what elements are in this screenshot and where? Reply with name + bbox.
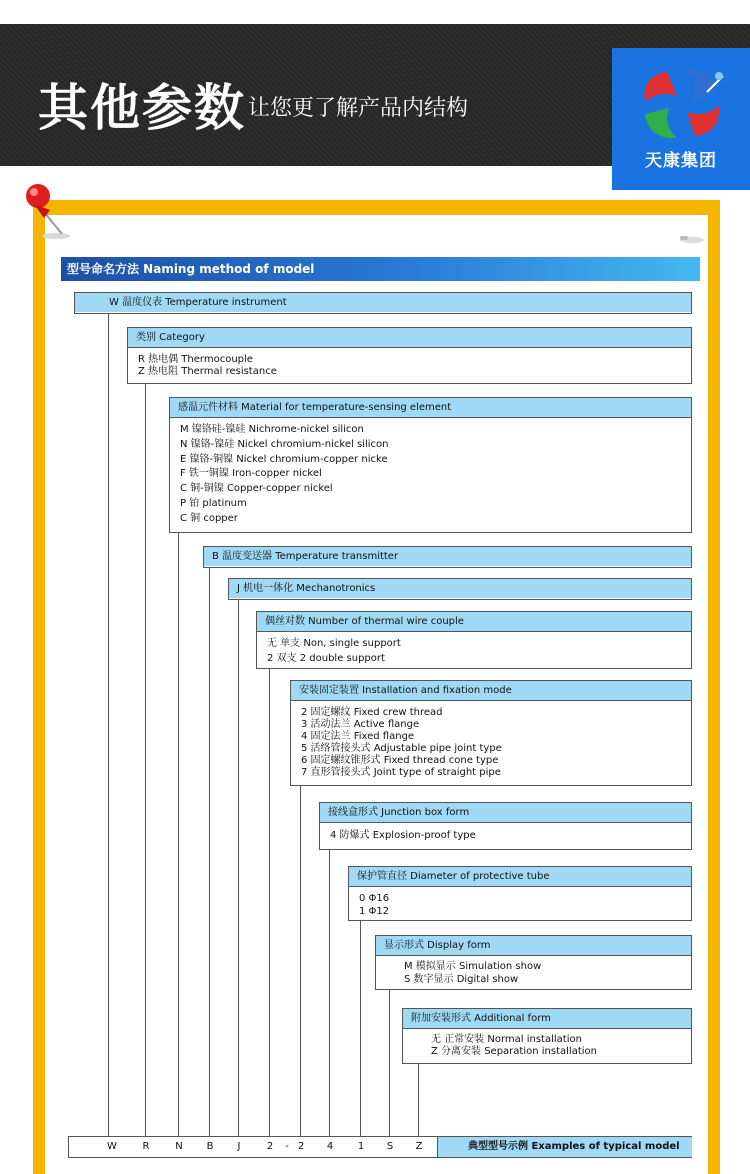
box-header: 保护管直径 Diameter of protective tube [349,867,691,887]
box-lines [291,701,691,779]
box-header: 显示形式 Display form [376,936,691,956]
code-r: R [142,1141,150,1152]
connector-line-couple [269,668,270,1136]
box-junction-box [319,802,692,850]
top-strip [0,0,750,24]
box-additional-form [402,1008,692,1064]
box-header: 类别 Category [128,328,691,348]
box-mechatronics [228,578,692,600]
box-header: 偶丝对数 Number of thermal wire couple [257,612,691,632]
box-header: B 温度变送器 Temperature transmitter [204,547,691,566]
list-item: P 铂 platinum [180,497,247,509]
box-temperature-instrument [74,292,692,314]
box-wire-couple [256,611,692,669]
list-item: 3 活动法兰 Active flange [301,719,420,730]
list-item: N 镍铬-镍硅 Nickel chromium-nickel silicon [180,438,389,450]
code-couple: 2 [266,1141,274,1152]
list-item: 4 固定法兰 Fixed flange [301,731,415,742]
connector-line-junction [329,849,330,1136]
box-header: 安装固定装置 Installation and fixation mode [291,681,691,701]
section-header-naming-method: 型号命名方法 Naming method of model [61,257,700,281]
header-banner [0,24,750,171]
connector-line-additional [418,1063,419,1136]
box-sensing-material [169,397,692,533]
brand-logo-panel [612,48,750,190]
list-item: C 铜-铜镍 Copper-copper nickel [180,483,333,495]
connector-line-b [209,567,210,1136]
list-item: 2 双支 2 double support [267,653,385,664]
box-lines [403,1029,691,1058]
code-b: B [206,1141,214,1152]
list-item: 7 直形管接头式 Joint type of straight pipe [301,767,501,778]
list-item: 0 Φ16 [359,893,390,904]
list-item: 2 固定螺纹 Fixed crew thread [301,707,443,718]
list-item: Z 热电阻 Thermal resistance [138,366,277,377]
connector-line-n [178,532,179,1136]
box-temperature-transmitter [203,546,692,568]
code-j: J [237,1141,241,1152]
box-lines [376,956,691,986]
list-item: S 数字显示 Digital show [404,973,519,985]
code-dash: - [285,1141,289,1152]
code-tube: 1 [357,1141,365,1152]
connector-line-w [108,313,109,1136]
list-item: 无 单支 Non, single support [267,638,401,649]
list-item: 无 正常安装 Normal installation [431,1034,582,1045]
code-n: N [175,1141,183,1152]
code-display: S [386,1141,394,1152]
box-header: 附加安装形式 Additional form [403,1009,691,1029]
code-w: W [107,1141,117,1152]
pushpin-icon [20,178,74,242]
connector-line-tube [360,920,361,1136]
code-installation: 2 [297,1141,305,1152]
box-lines [349,887,691,918]
code-junction: 4 [326,1141,334,1152]
box-category [127,327,692,384]
banner-title: 其他参数 [38,78,246,137]
example-model-bar [68,1136,692,1158]
brand-logo-icon [637,62,725,144]
list-item: E 镍铬-铜镍 Nickel chromium-copper nicke [180,453,388,465]
box-display-form [375,935,692,990]
pin-shadow-icon [676,232,706,246]
list-item: M 模拟显示 Simulation show [404,961,542,972]
box-lines [257,632,691,666]
connector-line-installation [300,785,301,1136]
box-lines [320,823,691,842]
box-header: 感温元件材料 Material for temperature-sensing element [170,398,691,418]
connector-line-j [238,599,239,1136]
list-item: Z 分离安装 Separation installation [431,1046,597,1057]
connector-line-r [145,383,146,1136]
banner-subtitle: 让您更了解产品内结构 [248,96,469,121]
box-header: 接线盒形式 Junction box form [320,803,691,823]
box-header: W 温度仪表 Temperature instrument [75,293,691,312]
list-item: R 热电偶 Thermocouple [138,354,253,365]
connector-line-display [389,989,390,1136]
list-item: 6 固定螺纹锥形式 Fixed thread cone type [301,755,499,766]
example-label: 典型型号示例 Examples of typical model [437,1137,692,1157]
box-header: J 机电一体化 Mechanotronics [229,579,691,598]
list-item: 4 防爆式 Explosion-proof type [330,830,476,841]
box-protective-tube [348,866,692,921]
box-lines [170,418,691,527]
list-item: C 铜 copper [180,512,238,524]
brand-name: 天康集团 [645,151,717,171]
code-additional: Z [415,1141,423,1152]
box-installation-mode [290,680,692,786]
list-item: M 镍铬硅-镍硅 Nichrome-nickel silicon [180,424,364,435]
list-item: 1 Φ12 [359,906,390,917]
list-item: 5 活络管接头式 Adjustable pipe joint type [301,743,502,754]
box-lines [128,348,691,378]
list-item: F 铁一铜镍 Iron-copper nickel [180,468,322,480]
